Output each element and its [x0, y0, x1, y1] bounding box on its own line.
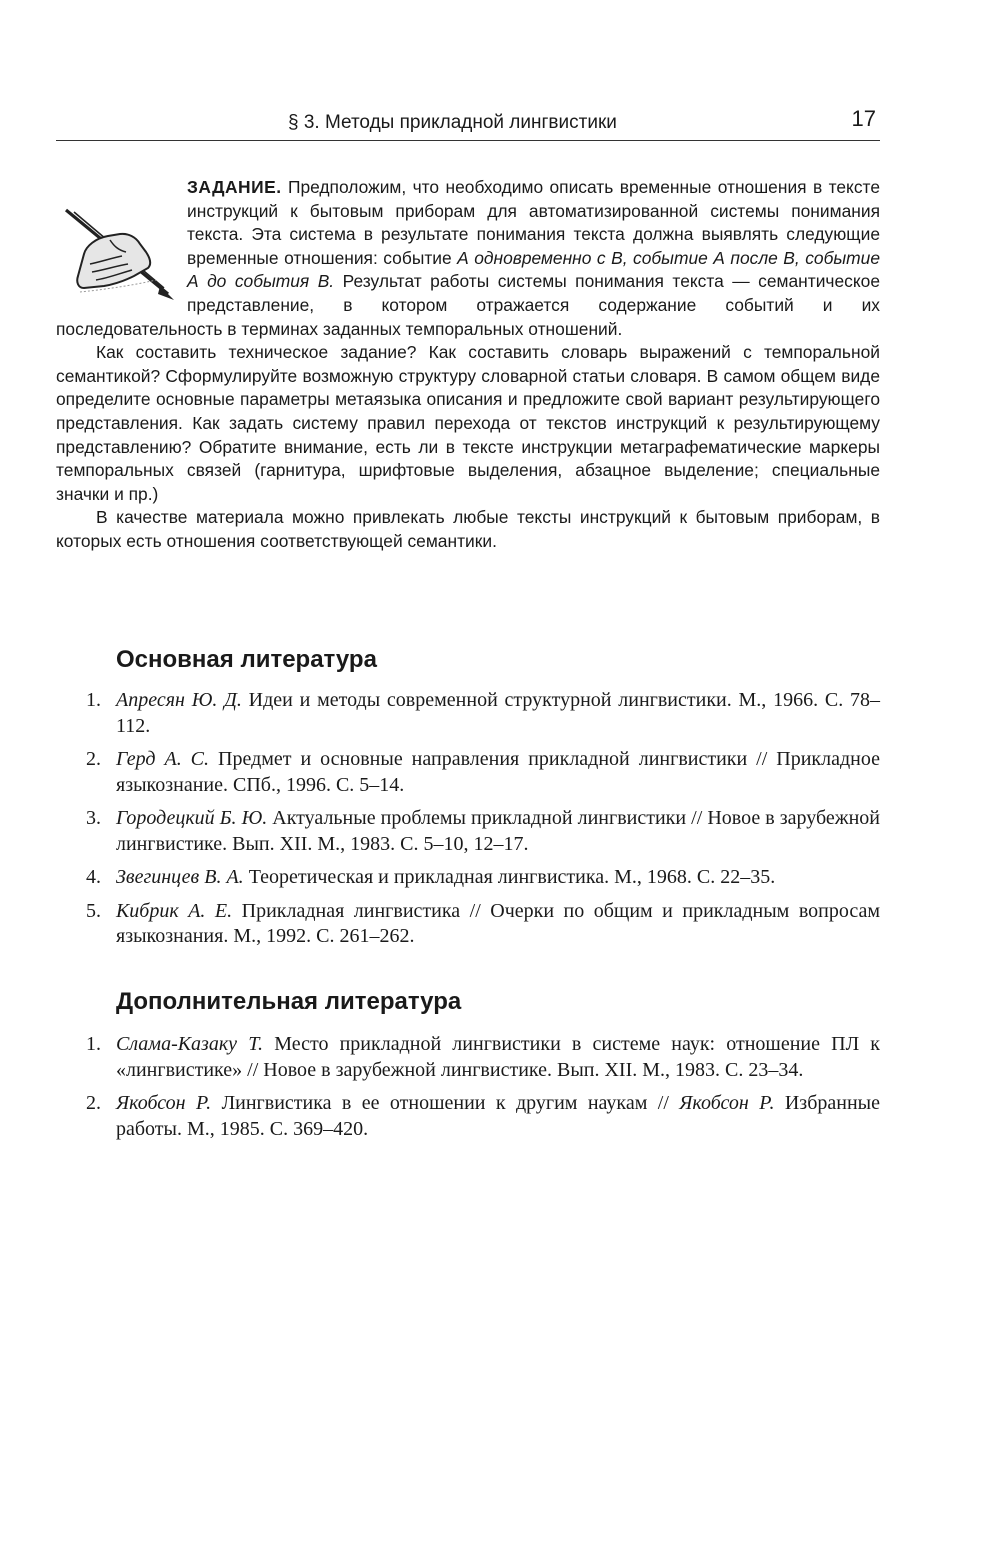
- item-text: Прикладная лингвистика // Очерки по общим и прикладным вопросам языкознания. М., 1992. С. 261–262.: [116, 899, 880, 947]
- task-paragraph-2: Как составить техническое задание? Как составить словарь выражений с темпоральной семантикой? Сформулируйте возможную структуру словарной статьи словаря. В самом общем виде определите основные параметры метаязыка описания и предложите свой вариант результирующего представления. Как задать систему правил перехода от текстов инструкций к результирующему представлению? Обратите внимание, есть ли в тексте инструкции метаграфематические маркеры темпоральных связей (гарнитура, шрифтовые выделения, абзацное выделение; специальные значки и пр.): [56, 342, 880, 504]
- main-literature-heading: Основная литература: [116, 646, 377, 673]
- main-literature-item: [86, 688, 880, 739]
- page-number: 17: [851, 106, 876, 131]
- task-text-a: Предположим, что необходимо описать временные отношения в тексте инструкций к бытовым приборам для автоматизированной системы понимания текста. Эта система в результате понимания текста должна выявлять следующие временные отношения: событие: [187, 177, 880, 268]
- task-block: [56, 176, 880, 554]
- additional-literature-heading: Дополнительная литература: [116, 988, 462, 1015]
- main-literature-item: [86, 747, 880, 798]
- item-author: Кибрик А. Е.: [116, 899, 233, 922]
- main-literature-item: [86, 865, 880, 891]
- task-label: ЗАДАНИЕ.: [187, 177, 282, 197]
- item-text-2: Избранные работы. М., 1985. С. 369–420.: [116, 1092, 880, 1140]
- task-paragraph-3: В качестве материала можно привлекать любые тексты инструкций к бытовым приборам, в которых есть отношения соответствующей семантики.: [56, 507, 880, 551]
- additional-literature-list: [86, 1032, 880, 1150]
- item-author: Герд А. С.: [116, 748, 210, 770]
- item-number: 2.: [86, 748, 101, 770]
- item-author: Якобсон Р.: [116, 1092, 212, 1114]
- item-text: Идеи и методы современной структурной лингвистики. М., 1966. С. 78–112.: [116, 689, 880, 737]
- item-author: Слама-Казаку Т.: [116, 1033, 264, 1055]
- main-literature-list: [86, 688, 880, 958]
- icon-spacer: [56, 176, 187, 316]
- item-number: 4.: [86, 866, 101, 888]
- task-text-b: Результат работы системы понимания текста — семантическое представление, в котором отражается содержание событий и их последовательность в терминах заданных темпоральных отношений.: [56, 271, 880, 339]
- page-header: [56, 106, 880, 141]
- item-author: Апресян Ю. Д.: [116, 689, 242, 711]
- item-text: Лингвистика в ее отношении к другим наукам //: [211, 1092, 680, 1114]
- item-number: 1.: [86, 1033, 101, 1055]
- item-number: 3.: [86, 807, 101, 829]
- item-author: Звегинцев В. А.: [116, 866, 244, 888]
- item-author: Городецкий Б. Ю.: [116, 807, 268, 829]
- additional-literature-item: [86, 1032, 880, 1083]
- main-literature-item: [86, 899, 880, 950]
- item-text: Актуальные проблемы прикладной лингвистики // Новое в зарубежной лингвистике. Вып. XII. М., 1983. С. 5–10, 12–17.: [116, 807, 881, 855]
- item-text: Место прикладной лингвистики в системе наук: отношение ПЛ к «лингвистике» // Новое в зарубежной лингвистике. Вып. XII. М., 1983. С. 23–34.: [116, 1033, 880, 1081]
- item-number: 1.: [86, 689, 101, 711]
- task-italic-events: А одновременно с В, событие А после В, событие А до события В.: [187, 247, 880, 292]
- additional-literature-item: [86, 1091, 880, 1142]
- item-text: Предмет и основные направления прикладной лингвистики // Прикладное языкознание. СПб., 1996. С. 5–14.: [116, 748, 880, 796]
- item-number: 5.: [86, 899, 101, 922]
- main-literature-item: [86, 806, 880, 857]
- running-title: § 3. Методы прикладной лингвистики: [288, 112, 617, 133]
- item-number: 2.: [86, 1092, 101, 1114]
- item-text: Теоретическая и прикладная лингвистика. М., 1968. С. 22–35.: [243, 866, 776, 888]
- item-author-2: Якобсон Р.: [679, 1092, 775, 1114]
